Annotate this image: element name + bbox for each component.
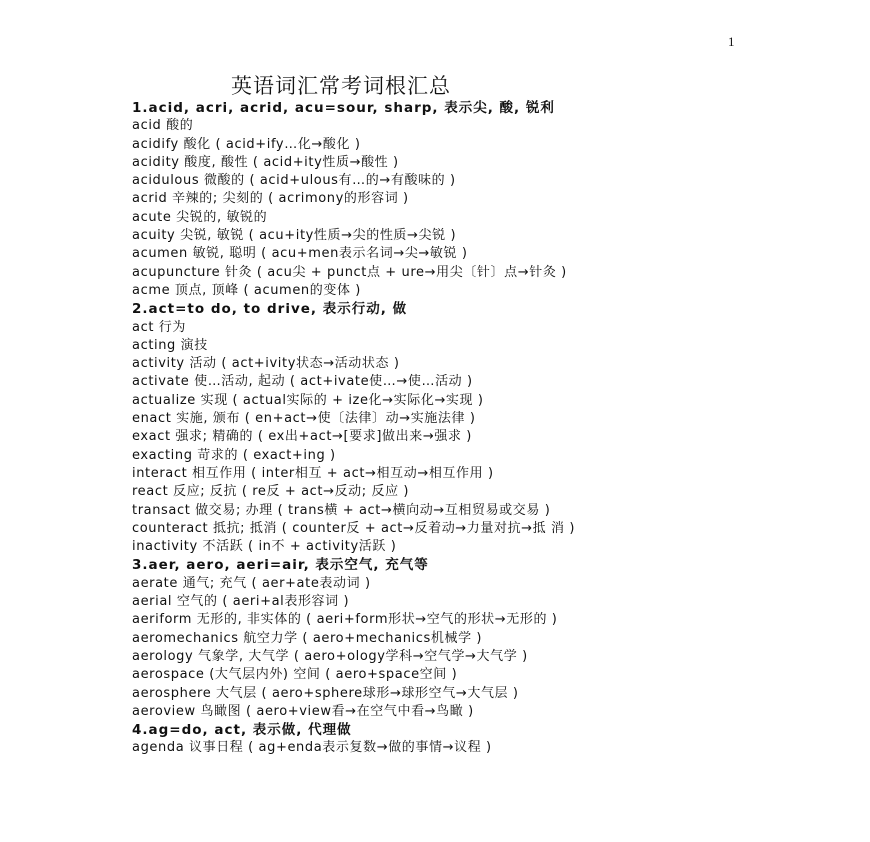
section-heading: 3.aer, aero, aeri=air, 表示空气, 充气等: [132, 557, 429, 574]
entry: aeromechanics 航空力学 ( aero+mechanics机械学 ): [132, 630, 483, 646]
entry: activate 使…活动, 起动 ( act+ivate使…→使…活动 ): [132, 374, 473, 390]
entry: enact 实施, 颁布 ( en+act→使〔法律〕动→实施法律 ): [132, 411, 476, 427]
entry: acuity 尖锐, 敏锐 ( acu+ity性质→尖的性质→尖锐 ): [132, 228, 457, 244]
entry: actualize 实现 ( actual实际的 + ize化→实际化→实现 ): [132, 392, 484, 408]
entry: react 反应; 反抗 ( re反 + act→反动; 反应 ): [132, 484, 410, 500]
section-heading: 4.ag=do, act, 表示做, 代理做: [132, 722, 352, 739]
entry: acumen 敏锐, 聪明 ( acu+men表示名词→尖→敏锐 ): [132, 246, 468, 262]
entry: activity 活动 ( act+ivity状态→活动状态 ): [132, 356, 400, 372]
entry: inactivity 不活跃 ( in不 + activity活跃 ): [132, 539, 397, 555]
document-body: [132, 99, 852, 758]
entry: aerospace (大气层内外) 空间 ( aero+space空间 ): [132, 667, 458, 683]
entry: acrid 辛辣的; 尖刻的 ( acrimony的形容词 ): [132, 191, 409, 207]
entry: acidulous 微酸的 ( acid+ulous有…的→有酸味的 ): [132, 173, 456, 189]
entry: aerial 空气的 ( aeri+al表形容词 ): [132, 594, 350, 610]
entry: aeriform 无形的, 非实体的 ( aeri+form形状→空气的形状→无形的 ): [132, 612, 558, 628]
page-number: 1: [728, 34, 735, 49]
entry: acupuncture 针灸 ( acu尖 + punct点 + ure→用尖〔针〕点→针灸 ): [132, 264, 567, 280]
entry: counteract 抵抗; 抵消 ( counter反 + act→反着动→力量对抗→抵 消 ): [132, 520, 576, 536]
entry: acidity 酸度, 酸性 ( acid+ity性质→酸性 ): [132, 154, 399, 170]
entry: aerology 气象学, 大气学 ( aero+ology学科→空气学→大气学 ): [132, 648, 528, 664]
entry: acute 尖锐的, 敏锐的: [132, 209, 268, 225]
section-heading: 2.act=to do, to drive, 表示行动, 做: [132, 301, 408, 318]
entry: agenda 议事日程 ( ag+enda表示复数→做的事情→议程 ): [132, 740, 492, 756]
entry: aeroview 鸟瞰图 ( aero+view看→在空气中看→鸟瞰 ): [132, 703, 474, 719]
entry: aerosphere 大气层 ( aero+sphere球形→球形空气→大气层 ): [132, 685, 519, 701]
entry: exact 强求; 精确的 ( ex出+act→[要求]做出来→强求 ): [132, 429, 472, 445]
entry: acid 酸的: [132, 118, 194, 134]
section-heading: 1.acid, acri, acrid, acu=sour, sharp, 表示尖, 酸, 锐利: [132, 100, 555, 116]
entry: acidify 酸化 ( acid+ify…化→酸化 ): [132, 136, 361, 152]
entry: acme 顶点, 顶峰 ( acumen的变体 ): [132, 282, 361, 298]
entry: act 行为: [132, 319, 186, 335]
entry: transact 做交易; 办理 ( trans横 + act→横向动→互相贸易或交易 ): [132, 502, 551, 518]
entry: acting 演技: [132, 337, 208, 353]
entry: exacting 苛求的 ( exact+ing ): [132, 447, 336, 463]
entry: aerate 通气; 充气 ( aer+ate表动词 ): [132, 575, 371, 591]
document-title: 英语词汇常考词根汇总: [231, 74, 451, 98]
entry: interact 相互作用 ( inter相互 + act→相互动→相互作用 ): [132, 465, 494, 481]
